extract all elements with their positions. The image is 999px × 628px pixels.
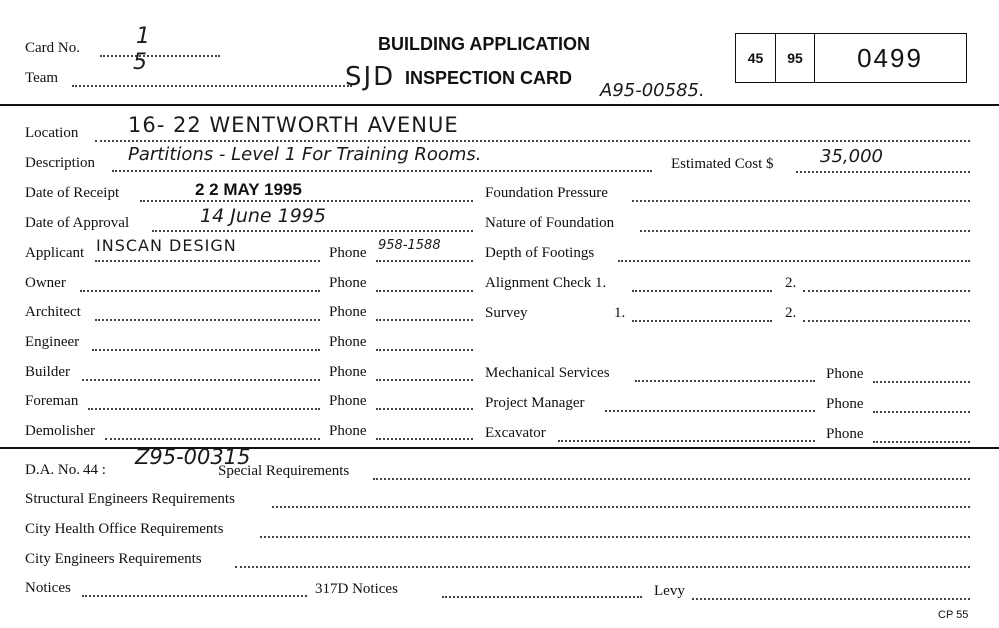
- special-requirements-line: [373, 478, 970, 480]
- city-engineers-requirements-line: [235, 566, 970, 568]
- demolisher-label: Demolisher: [25, 423, 95, 439]
- mechanical-phone-line: [873, 381, 970, 383]
- da-number-label: D.A. No.: [25, 462, 80, 478]
- depth-footings-line: [618, 260, 970, 262]
- survey-2-label: 2.: [785, 305, 797, 321]
- applicant-phone-value: 958-1588: [378, 238, 441, 253]
- description-line: [112, 170, 652, 172]
- architect-phone-label: Phone: [329, 304, 367, 320]
- location-value: 16- 22 WENTWORTH AVENUE: [128, 113, 459, 137]
- location-line: [95, 140, 970, 142]
- applicant-value: INSCAN DESIGN: [96, 236, 237, 255]
- health-requirements-label: City Health Office Requirements: [25, 521, 224, 537]
- project-manager-phone-line: [873, 411, 970, 413]
- reference-number: A95-00585.: [600, 80, 705, 101]
- mechanical-services-line: [635, 380, 815, 382]
- foreman-phone-label: Phone: [329, 393, 367, 409]
- location-label: Location: [25, 125, 79, 141]
- architect-label: Architect: [25, 304, 81, 320]
- architect-phone-line: [376, 319, 473, 321]
- special-requirements-label: Special Requirements: [218, 463, 350, 479]
- estimated-cost-label: Estimated Cost $: [671, 156, 774, 172]
- applicant-phone-label: Phone: [329, 245, 367, 261]
- survey-1-line: [632, 320, 772, 322]
- builder-phone-line: [376, 379, 473, 381]
- builder-phone-label: Phone: [329, 364, 367, 380]
- card-no-label: Card No.: [25, 40, 80, 56]
- alignment-check-label: Alignment Check 1.: [485, 275, 607, 291]
- excavator-phone-label: Phone: [826, 426, 864, 442]
- notices-label: Notices: [25, 580, 71, 596]
- applicant-phone-line: [376, 260, 473, 262]
- nature-foundation-line: [640, 230, 970, 232]
- da-number-value: Z95-00315: [135, 445, 251, 469]
- box-number: 0499: [857, 42, 923, 73]
- date-receipt-stamp: 2 2 MAY 1995: [195, 180, 302, 199]
- excavator-label: Excavator: [485, 425, 546, 441]
- description-label: Description: [25, 155, 95, 171]
- inspector-initials: SJD: [345, 62, 396, 92]
- architect-line: [95, 319, 320, 321]
- levy-line: [692, 598, 970, 600]
- notices-317d-line: [442, 596, 642, 598]
- estimated-cost-value: 35,000: [820, 146, 883, 167]
- team-value: 5: [133, 50, 147, 75]
- form-title: BUILDING APPLICATION: [378, 34, 590, 54]
- survey-label: Survey: [485, 305, 528, 321]
- project-manager-phone-label: Phone: [826, 396, 864, 412]
- demolisher-phone-label: Phone: [329, 423, 367, 439]
- foreman-label: Foreman: [25, 393, 79, 409]
- date-approval-line: [152, 230, 473, 232]
- card-number-box: [735, 33, 967, 83]
- survey-2-line: [803, 320, 970, 322]
- team-label: Team: [25, 70, 59, 86]
- owner-label: Owner: [25, 275, 66, 291]
- builder-line: [82, 379, 320, 381]
- team-line: [72, 85, 352, 87]
- notices-317d-label: 317D Notices: [315, 581, 398, 597]
- da-number-prefix: 44 :: [83, 462, 106, 478]
- demolisher-line: [105, 438, 320, 440]
- engineer-phone-label: Phone: [329, 334, 367, 350]
- applicant-label: Applicant: [25, 245, 85, 261]
- depth-footings-label: Depth of Footings: [485, 245, 595, 261]
- survey-1-label: 1.: [614, 305, 626, 321]
- foundation-pressure-label: Foundation Pressure: [485, 185, 608, 201]
- excavator-line: [558, 440, 815, 442]
- levy-label: Levy: [654, 583, 685, 599]
- applicant-line: [95, 260, 320, 262]
- owner-phone-label: Phone: [329, 275, 367, 291]
- notices-line: [82, 595, 307, 597]
- box-cell-2: 95: [776, 34, 815, 82]
- mechanical-phone-label: Phone: [826, 366, 864, 382]
- date-approval-value: 14 June 1995: [200, 205, 326, 227]
- mechanical-services-label: Mechanical Services: [485, 365, 610, 381]
- date-receipt-line: [140, 200, 473, 202]
- form-code: CP 55: [938, 609, 969, 621]
- foundation-pressure-line: [632, 200, 970, 202]
- alignment-check-1-line: [632, 290, 772, 292]
- builder-label: Builder: [25, 364, 70, 380]
- foreman-line: [88, 408, 320, 410]
- form-subtitle: INSPECTION CARD: [405, 68, 573, 88]
- description-value: Partitions - Level 1 For Training Rooms.: [128, 144, 482, 165]
- date-approval-label: Date of Approval: [25, 215, 130, 231]
- city-engineers-requirements-label: City Engineers Requirements: [25, 551, 202, 567]
- engineer-phone-line: [376, 349, 473, 351]
- card-no-value: 1: [136, 24, 150, 49]
- engineer-line: [92, 349, 320, 351]
- project-manager-label: Project Manager: [485, 395, 585, 411]
- foreman-phone-line: [376, 408, 473, 410]
- nature-foundation-label: Nature of Foundation: [485, 215, 615, 231]
- owner-phone-line: [376, 290, 473, 292]
- date-receipt-label: Date of Receipt: [25, 185, 120, 201]
- owner-line: [80, 290, 320, 292]
- structural-requirements-label: Structural Engineers Requirements: [25, 491, 235, 507]
- engineer-label: Engineer: [25, 334, 80, 350]
- project-manager-line: [605, 410, 815, 412]
- box-cell-1: 45: [736, 34, 776, 82]
- excavator-phone-line: [873, 441, 970, 443]
- demolisher-phone-line: [376, 438, 473, 440]
- estimated-cost-line: [796, 171, 970, 173]
- alignment-check-2-label: 2.: [785, 275, 797, 291]
- health-requirements-line: [260, 536, 970, 538]
- card-no-line: [100, 55, 220, 57]
- alignment-check-2-line: [803, 290, 970, 292]
- header-divider: [0, 104, 999, 106]
- structural-requirements-line: [272, 506, 970, 508]
